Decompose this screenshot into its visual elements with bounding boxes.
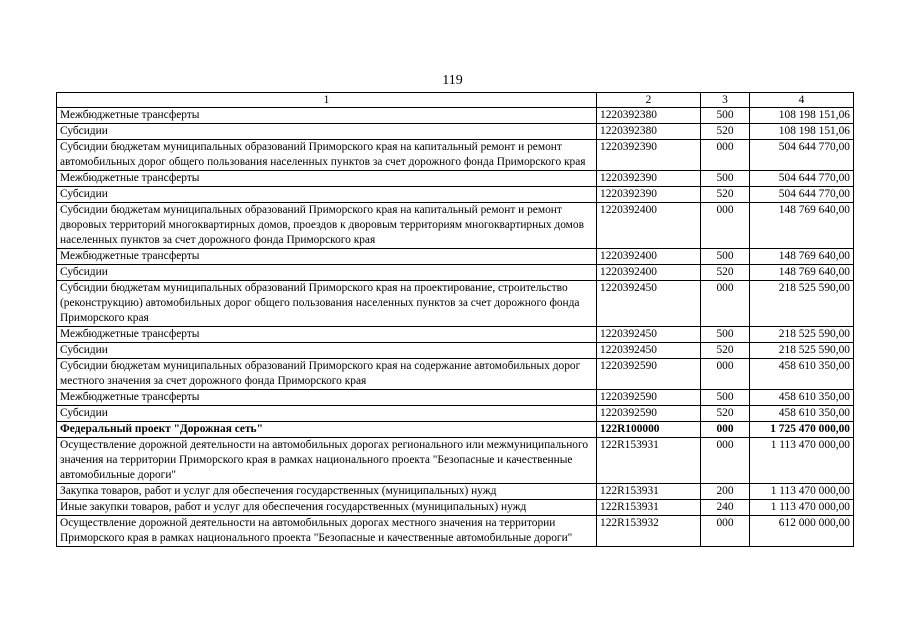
row-amount: 1 113 470 000,00 <box>750 484 854 500</box>
row-amount: 218 525 590,00 <box>750 327 854 343</box>
row-amount: 504 644 770,00 <box>750 140 854 171</box>
table-row <box>57 390 854 406</box>
row-expense-type: 520 <box>701 343 750 359</box>
row-expense-type: 520 <box>701 187 750 203</box>
row-expense-type: 520 <box>701 124 750 140</box>
row-expense-type: 000 <box>701 422 750 438</box>
row-name: Межбюджетные трансферты <box>57 249 597 265</box>
row-code: 1220392400 <box>597 249 701 265</box>
row-name: Субсидии <box>57 124 597 140</box>
row-name: Субсидии <box>57 265 597 281</box>
row-amount: 1 113 470 000,00 <box>750 438 854 484</box>
row-name: Межбюджетные трансферты <box>57 108 597 124</box>
table-row <box>57 516 854 547</box>
row-name: Межбюджетные трансферты <box>57 390 597 406</box>
row-expense-type: 500 <box>701 390 750 406</box>
row-amount: 458 610 350,00 <box>750 359 854 390</box>
row-expense-type: 000 <box>701 203 750 249</box>
page-number: 119 <box>442 73 463 88</box>
row-amount: 108 198 151,06 <box>750 124 854 140</box>
row-expense-type: 500 <box>701 108 750 124</box>
table-row <box>57 187 854 203</box>
row-expense-type: 520 <box>701 265 750 281</box>
row-code: 1220392590 <box>597 359 701 390</box>
table-body <box>57 108 854 547</box>
row-name: Субсидии бюджетам муниципальных образований Приморского края на содержание автомобильных дорог местного значения за счет дорожного фонда Приморского края <box>57 359 597 390</box>
table-row <box>57 327 854 343</box>
table-row <box>57 140 854 171</box>
table-row <box>57 203 854 249</box>
row-code: 1220392450 <box>597 281 701 327</box>
table-row <box>57 438 854 484</box>
header-col-3: 3 <box>701 93 750 108</box>
row-name: Субсидии бюджетам муниципальных образований Приморского края на капитальный ремонт и ремонт автомобильных дорог общего пользования населенных пунктов за счет дорожного фонда Приморского края <box>57 140 597 171</box>
table-row <box>57 265 854 281</box>
row-expense-type: 500 <box>701 249 750 265</box>
table-row <box>57 500 854 516</box>
row-code: 1220392450 <box>597 327 701 343</box>
row-expense-type: 520 <box>701 406 750 422</box>
row-amount: 218 525 590,00 <box>750 343 854 359</box>
row-name: Субсидии <box>57 343 597 359</box>
table-row <box>57 281 854 327</box>
table-row <box>57 343 854 359</box>
row-code: 1220392390 <box>597 140 701 171</box>
row-amount: 1 725 470 000,00 <box>750 422 854 438</box>
table-row <box>57 171 854 187</box>
row-expense-type: 000 <box>701 516 750 547</box>
row-expense-type: 000 <box>701 438 750 484</box>
header-col-4: 4 <box>750 93 854 108</box>
row-expense-type: 500 <box>701 171 750 187</box>
row-name: Межбюджетные трансферты <box>57 327 597 343</box>
table-row <box>57 124 854 140</box>
row-code: 1220392380 <box>597 124 701 140</box>
table-row <box>57 406 854 422</box>
row-amount: 148 769 640,00 <box>750 249 854 265</box>
row-expense-type: 500 <box>701 327 750 343</box>
row-code: 1220392450 <box>597 343 701 359</box>
row-name: Федеральный проект "Дорожная сеть" <box>57 422 597 438</box>
row-code: 1220392380 <box>597 108 701 124</box>
row-amount: 458 610 350,00 <box>750 406 854 422</box>
row-name: Субсидии бюджетам муниципальных образований Приморского края на проектирование, строительство (реконструкцию) автомобильных дорог общего пользования населенных пунктов за счет дорожного фонда Приморского края <box>57 281 597 327</box>
row-expense-type: 000 <box>701 359 750 390</box>
row-name: Субсидии <box>57 187 597 203</box>
header-col-2: 2 <box>597 93 701 108</box>
row-code: 122R153931 <box>597 484 701 500</box>
row-amount: 148 769 640,00 <box>750 265 854 281</box>
row-amount: 504 644 770,00 <box>750 187 854 203</box>
table-row <box>57 249 854 265</box>
row-expense-type: 000 <box>701 281 750 327</box>
row-expense-type: 200 <box>701 484 750 500</box>
row-amount: 108 198 151,06 <box>750 108 854 124</box>
header-col-1: 1 <box>57 93 597 108</box>
row-code: 122R153932 <box>597 516 701 547</box>
row-amount: 1 113 470 000,00 <box>750 500 854 516</box>
row-amount: 148 769 640,00 <box>750 203 854 249</box>
row-name: Межбюджетные трансферты <box>57 171 597 187</box>
row-code: 122R153931 <box>597 500 701 516</box>
table-row <box>57 422 854 438</box>
table-row <box>57 484 854 500</box>
row-name: Субсидии <box>57 406 597 422</box>
row-name: Субсидии бюджетам муниципальных образований Приморского края на капитальный ремонт и ремонт дворовых территорий многоквартирных домов, проездов к дворовым территориям многоквартирных домов населенных пунктов за счет дорожного фонда Приморского края <box>57 203 597 249</box>
row-code: 1220392400 <box>597 203 701 249</box>
row-expense-type: 240 <box>701 500 750 516</box>
row-name: Закупка товаров, работ и услуг для обеспечения государственных (муниципальных) нужд <box>57 484 597 500</box>
table-row <box>57 359 854 390</box>
row-code: 122R153931 <box>597 438 701 484</box>
row-code: 1220392590 <box>597 390 701 406</box>
row-code: 1220392400 <box>597 265 701 281</box>
row-code: 1220392390 <box>597 171 701 187</box>
row-code: 1220392590 <box>597 406 701 422</box>
row-amount: 504 644 770,00 <box>750 171 854 187</box>
row-code: 122R100000 <box>597 422 701 438</box>
row-amount: 218 525 590,00 <box>750 281 854 327</box>
table-row <box>57 108 854 124</box>
row-amount: 458 610 350,00 <box>750 390 854 406</box>
row-amount: 612 000 000,00 <box>750 516 854 547</box>
row-name: Осуществление дорожной деятельности на автомобильных дорогах местного значения на территории Приморского края в рамках национального проекта "Безопасные и качественные автомобильные дороги" <box>57 516 597 547</box>
row-expense-type: 000 <box>701 140 750 171</box>
row-name: Осуществление дорожной деятельности на автомобильных дорогах регионального или межмуниципального значения на территории Приморского края в рамках национального проекта "Безопасные и качественные автомобильные дороги" <box>57 438 597 484</box>
row-name: Иные закупки товаров, работ и услуг для обеспечения государственных (муниципальных) нужд <box>57 500 597 516</box>
budget-table <box>56 92 854 547</box>
table-header <box>57 93 854 108</box>
row-code: 1220392390 <box>597 187 701 203</box>
